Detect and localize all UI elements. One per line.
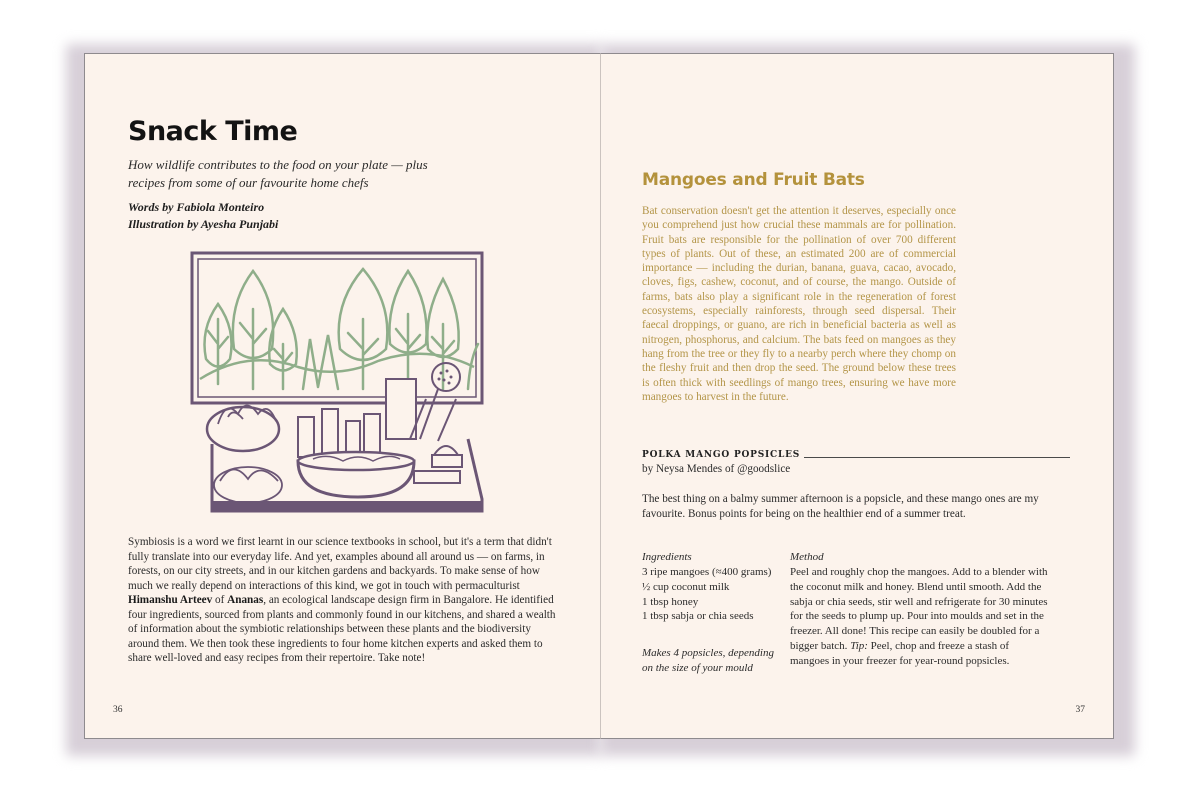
person-name: Himanshu Arteev <box>128 594 213 606</box>
article-body <box>128 535 558 666</box>
ingredients-column <box>642 550 782 676</box>
yield-note: Makes 4 popsicles, depending on the size of your mould <box>642 647 774 675</box>
tip-label: Tip: <box>850 639 868 652</box>
kitchen-window-illustration <box>188 249 488 517</box>
org-name: Ananas <box>227 594 264 606</box>
article-title: Snack Time <box>128 116 298 147</box>
ingredient-item: 1 tbsp honey <box>642 595 699 608</box>
recipe-byline: by Neysa Mendes of @goodslice <box>642 463 791 475</box>
page-number-left: 36 <box>113 705 123 715</box>
body-text-of: of <box>212 594 228 606</box>
right-page <box>600 53 1114 739</box>
method-label: Method <box>790 551 824 563</box>
body-text-part2: , an ecological landscape design firm in Bangalore. He identified four ingredients, sourced from plants and commonly found in our kitchens, and shared a wealth of information about the symbiotic relationships between these plants and the biodiversity around them. We then took these ingredients to four home kitchen experts and asked them to share well-loved and easy recipes from their repertoire. Take note! <box>128 594 556 664</box>
tip-text: Peel, chop and freeze a stash of mangoes in your freezer for year-round popsicles. <box>790 639 1010 667</box>
illustration-credit: Illustration by Ayesha Punjabi <box>128 217 279 231</box>
section-title: Mangoes and Fruit Bats <box>642 170 865 190</box>
method-column <box>790 550 1050 669</box>
recipe-divider <box>804 457 1070 458</box>
method-steps: Peel and roughly chop the mangoes. Add to a blender with the coconut milk and honey. Blend until smooth. Add the sabja or chia seeds, stir well and refrigerate for 30 minutes for the seeds to plump up. Pour into moulds and set in the freezer. All done! This recipe can easily be doubled for a bigger batch. <box>790 566 1048 652</box>
method-text <box>790 565 1050 669</box>
article-subtitle: How wildlife contributes to the food on your plate — plus recipes from some of our favourite home chefs <box>128 157 428 190</box>
recipe-intro: The best thing on a balmy summer afternoon is a popsicle, and these mango ones are my favourite. Bonus points for being on the healthier end of a summer treat. <box>642 493 1039 520</box>
recipe-title: POLKA MANGO POPSICLES <box>642 450 801 460</box>
section-intro: Bat conservation doesn't get the attention it deserves, especially once you comprehend just how crucial these mammals are for pollination. Fruit bats are responsible for the pollination of over 700 different types of plants. Out of these, an estimated 200 are of commercial importance — including the durian, banana, guava, cacao, avocado, cloves, figs, cashew, coconut, and of course, the mango. Outside of farms, bats also play a significant role in the regeneration of forest ecosystems, especially rainforests, through seed dispersal. Their faecal droppings, or guano, are rich in beneficial bacteria as well as nitrogen, phosphorus, and calcium. The bats feed on mangoes as they hang from the tree or they fly to a nearby perch where they chomp on the fleshy fruit and then drop the seed. The ground below these trees is often thick with seedlings of mango trees, ensuring we have more mangoes to harvest in the future. <box>642 205 956 403</box>
ingredient-item: 3 ripe mangoes (≈400 grams) <box>642 566 772 578</box>
page-number-right: 37 <box>1075 705 1085 715</box>
ingredient-item: 1 tbsp sabja or chia seeds <box>642 610 754 623</box>
body-text-part1: Symbiosis is a word we first learnt in our science textbooks in school, but it's a term that didn't fully translate into our everyday life. And yet, examples abound all around us — on farms, in forests, on our city streets, and in our kitchen gardens and backyards. To make sense of how much we really depend on interactions of this kind, we got in touch with permaculturist <box>128 536 552 592</box>
words-credit: Words by Fabiola Monteiro <box>128 200 265 214</box>
left-page <box>84 53 601 739</box>
ingredients-label: Ingredients <box>642 551 692 563</box>
ingredient-item: ½ cup coconut milk <box>642 580 730 593</box>
